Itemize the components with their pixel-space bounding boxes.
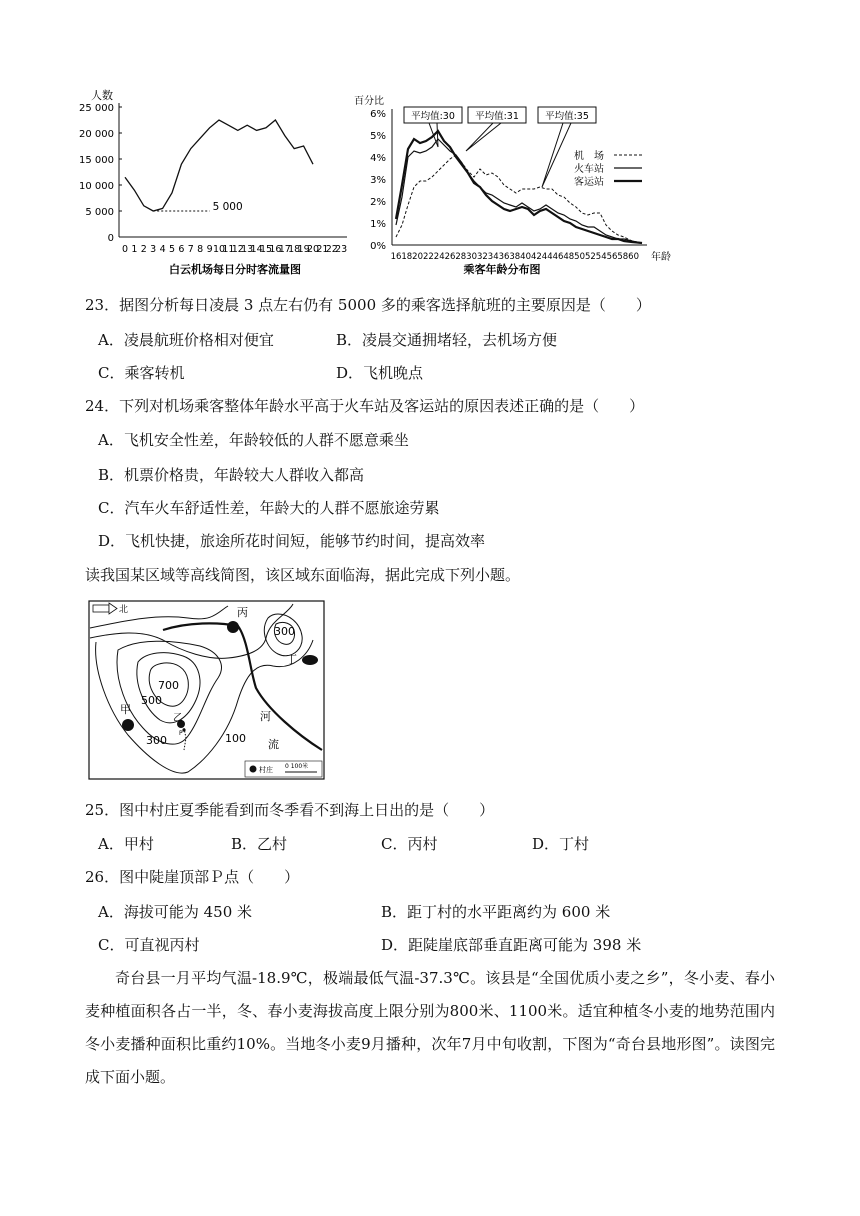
contour-label: 300: [274, 625, 295, 638]
option-b[interactable]: B．机票价格贵，年龄较大人群收入都高: [98, 466, 365, 484]
x-tick-label: 12: [231, 244, 244, 255]
point-p: [182, 728, 185, 731]
x-tick-label: 20: [412, 252, 424, 262]
y-tick-label: 6%: [370, 109, 386, 120]
option-c[interactable]: C．可直视丙村: [98, 936, 200, 954]
x-tick-label: 38: [509, 252, 521, 262]
y-tick-label: 3%: [370, 175, 386, 186]
question-stem: 26．图中陡崖顶部Ｐ点（ ）: [85, 868, 300, 886]
x-tick-label: 9: [206, 244, 213, 255]
y-tick-label: 2%: [370, 197, 386, 208]
x-tick-label: 8: [197, 244, 204, 255]
hourly-flow-line: [125, 120, 313, 211]
x-tick-label: 18: [401, 252, 413, 262]
village-jia: [122, 719, 134, 731]
contour-map: [88, 600, 325, 780]
x-tick-label: 14: [250, 244, 263, 255]
x-tick-label: 44: [541, 252, 553, 262]
contour-label: 700: [158, 679, 179, 692]
reference-label: 5 000: [212, 201, 243, 213]
x-tick-label: 28: [455, 252, 467, 262]
contour-label: 100: [225, 732, 246, 745]
series-bus-station-line: [396, 131, 642, 243]
x-tick-label: 32: [476, 252, 488, 262]
option-d[interactable]: D．丁村: [532, 835, 590, 853]
x-tick-label: 1: [131, 244, 138, 255]
question-stem: 25．图中村庄夏季能看到而冬季看不到海上日出的是（ ）: [85, 801, 495, 819]
x-tick-label: 23: [335, 244, 348, 255]
option-d[interactable]: D．距陡崖底部垂直距离可能为 398 米: [381, 936, 642, 954]
callout-pointer: [466, 123, 501, 151]
x-tick-label: 4: [159, 244, 166, 255]
x-tick-label: 36: [498, 252, 510, 262]
y-tick-label: 4%: [370, 153, 386, 164]
x-tick-label: 60: [628, 252, 640, 262]
section-intro: 读我国某区域等高线简图，该区域东面临海，据此完成下列小题。: [85, 566, 521, 584]
legend-label: 火车站: [574, 164, 604, 175]
option-c[interactable]: C．丙村: [381, 835, 438, 853]
y-tick-label: 1%: [370, 219, 386, 230]
y-axis-label: 百分比: [354, 96, 384, 107]
x-tick-label: 56: [606, 252, 618, 262]
option-d[interactable]: D．飞机快捷，旅途所花时间短，能够节约时间，提高效率: [98, 532, 486, 550]
hourly-flow-chart: [79, 85, 355, 280]
y-tick-label: 20 000: [79, 129, 114, 140]
option-b[interactable]: B．乙村: [231, 835, 288, 853]
river-label: 河: [260, 710, 271, 723]
x-tick-label: 58: [617, 252, 629, 262]
x-tick-label: 15: [259, 244, 273, 255]
village-label: 丙: [237, 606, 248, 619]
x-tick-label: 34: [487, 252, 499, 262]
x-tick-label: 40: [520, 252, 532, 262]
option-a[interactable]: A．凌晨航班价格相对便宜: [98, 331, 274, 349]
callout-label: 平均值:35: [545, 111, 589, 122]
x-tick-label: 13: [241, 244, 254, 255]
option-a[interactable]: A．海拔可能为 450 米: [98, 903, 252, 921]
scale-label: 0 100米: [285, 763, 309, 770]
river-label: 流: [268, 738, 279, 751]
x-tick-label: 50: [574, 252, 586, 262]
village-label: 甲: [120, 703, 131, 716]
question-stem: 24．下列对机场乘客整体年龄水平高于火车站及客运站的原因表述正确的是（ ）: [85, 397, 645, 415]
contour-label: 500: [141, 694, 162, 707]
option-b[interactable]: B．凌晨交通拥堵轻，去机场方便: [336, 331, 558, 349]
x-tick-label: 5: [168, 244, 176, 255]
series-airport-line: [396, 155, 642, 243]
x-tick-label: 22: [325, 244, 338, 255]
x-tick-label: 3: [150, 244, 157, 255]
village-bing: [227, 621, 239, 633]
x-tick-label: 6: [178, 244, 185, 255]
y-tick-label: 5%: [370, 131, 386, 142]
callout-pointer: [542, 123, 571, 187]
legend-label: 机 场: [574, 151, 604, 162]
x-tick-label: 0: [121, 244, 129, 255]
x-tick-label: 20: [306, 244, 320, 255]
legend-label: 客运站: [574, 177, 604, 188]
x-axis-label: 年龄: [651, 252, 671, 263]
x-tick-label: 48: [563, 252, 575, 262]
x-tick-label: 10: [212, 244, 226, 255]
x-tick-label: 16: [269, 244, 282, 255]
x-tick-label: 42: [530, 252, 542, 262]
x-tick-label: 17: [278, 244, 291, 255]
contour-label: 300: [146, 734, 167, 747]
x-tick-label: 30: [466, 252, 478, 262]
option-c[interactable]: C．汽车火车舒适性差，年龄大的人群不愿旅途劳累: [98, 499, 440, 517]
x-tick-label: 52: [584, 252, 596, 262]
legend-village-label: 村庄: [259, 766, 273, 774]
village-label: 乙: [173, 713, 183, 724]
village-label: 丁: [286, 653, 297, 666]
x-tick-label: 22: [422, 252, 434, 262]
x-tick-label: 11: [222, 244, 235, 255]
y-axis-label: 人数: [91, 89, 113, 102]
option-a[interactable]: A．甲村: [98, 835, 154, 853]
x-tick-label: 26: [444, 252, 456, 262]
x-tick-label: 24: [433, 252, 445, 262]
y-tick-label: 0%: [370, 241, 386, 252]
question-stem: 23．据图分析每日凌晨 3 点左右仍有 5000 多的乘客选择航班的主要原因是（ ）: [85, 296, 651, 314]
y-tick-label: 5 000: [85, 207, 114, 218]
reading-passage: 奇台县一月平均气温-18.9℃，极端最低气温-37.3℃。该县是“全国优质小麦之乡”，冬小麦、春小麦种植面积各占一半，冬、春小麦海拔高度上限分别为800米、1100米。适宜种植冬小麦的地势范围内冬小麦播种面积比重约10%。当地冬小麦9月播种，次年7月中旬收割，下图为“奇台县地形图”。读图完成下面小题。: [85, 969, 775, 1086]
x-tick-label: 46: [552, 252, 564, 262]
option-d[interactable]: D．飞机晚点: [336, 364, 424, 382]
y-tick-label: 0: [107, 233, 114, 244]
option-b[interactable]: B．距丁村的水平距离约为 600 米: [381, 903, 611, 921]
x-tick-label: 19: [297, 244, 310, 255]
age-distribution-chart: [352, 85, 687, 280]
north-label: 北: [119, 605, 129, 615]
x-tick-label: 16: [390, 252, 402, 262]
option-a[interactable]: A．飞机安全性差，年龄较低的人群不愿意乘坐: [98, 431, 409, 449]
x-tick-label: 18: [288, 244, 301, 255]
x-tick-label: 54: [595, 252, 607, 262]
option-c[interactable]: C．乘客转机: [98, 364, 185, 382]
village-legend-icon: [250, 766, 257, 773]
callout-label: 平均值:31: [475, 111, 519, 122]
y-tick-label: 25 000: [79, 103, 114, 114]
point-label: P: [179, 730, 183, 737]
callout-pointer: [429, 123, 438, 147]
x-tick-label: 2: [140, 244, 147, 255]
village-ding: [302, 655, 318, 665]
x-tick-label: 7: [187, 244, 194, 255]
y-tick-label: 15 000: [79, 155, 114, 166]
y-tick-label: 10 000: [79, 181, 114, 192]
callout-label: 平均值:30: [411, 111, 455, 122]
x-tick-label: 21: [316, 244, 329, 255]
chart-title: 乘客年龄分布图: [463, 263, 541, 276]
chart-title: 白云机场每日分时客流量图: [169, 263, 301, 276]
